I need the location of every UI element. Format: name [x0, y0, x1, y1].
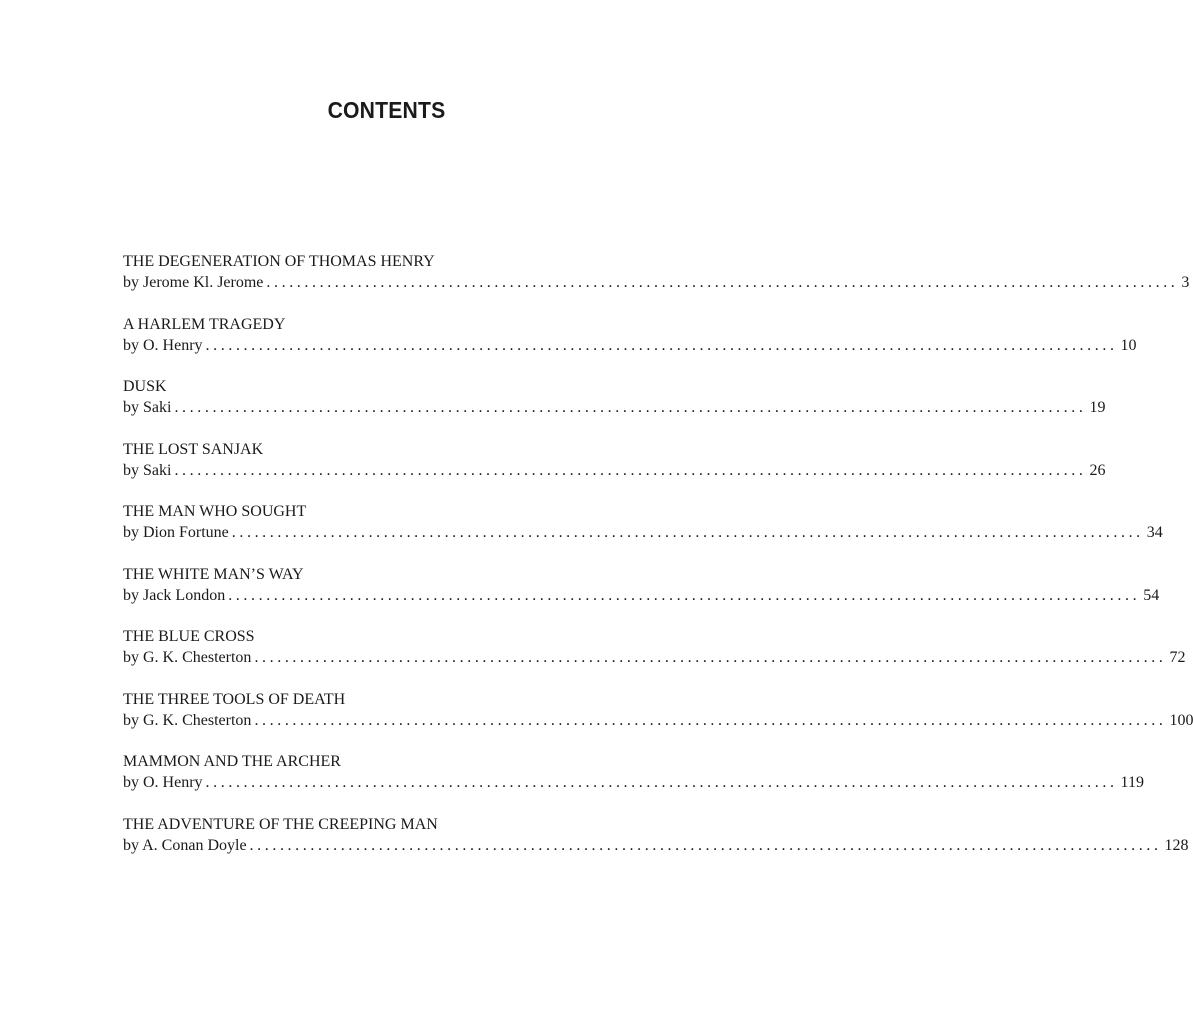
page-number: 34: [1146, 524, 1163, 541]
toc-entry[interactable]: [123, 814, 1189, 877]
story-author: by Dion Fortune: [123, 524, 229, 541]
story-title: THE ADVENTURE OF THE CREEPING MAN: [123, 815, 438, 833]
story-author: by O. Henry: [123, 336, 203, 354]
page-number: 119: [1120, 774, 1144, 791]
toc-entry[interactable]: [123, 564, 1160, 627]
dot-leader: ........................................................................................................................: [266, 274, 1179, 291]
dot-leader: ........................................................................................................................: [174, 399, 1087, 416]
toc-entry[interactable]: [123, 626, 1186, 689]
page-number: 100: [1169, 711, 1193, 729]
page-number: 26: [1089, 461, 1106, 479]
toc-entry[interactable]: [123, 501, 1163, 564]
story-author: by G. K. Chesterton: [123, 711, 252, 729]
story-title: THE BLUE CROSS: [123, 628, 255, 645]
toc-entry[interactable]: [123, 314, 1137, 377]
table-of-contents: [123, 251, 1193, 876]
story-author: by O. Henry: [123, 774, 203, 791]
story-title: DUSK: [123, 378, 167, 395]
story-author: by G. K. Chesterton: [123, 649, 252, 666]
story-author: by Saki: [123, 399, 172, 416]
page-title: CONTENTS: [327, 97, 446, 123]
page-number: 72: [1169, 649, 1186, 666]
page-number: 10: [1120, 336, 1137, 354]
story-title: MAMMON AND THE ARCHER: [123, 753, 341, 770]
page-number: 54: [1143, 586, 1160, 604]
page-number: 128: [1164, 836, 1189, 854]
toc-entry[interactable]: [123, 689, 1193, 752]
story-title: A HARLEM TRAGEDY: [123, 315, 286, 333]
story-title: THE THREE TOOLS OF DEATH: [123, 690, 346, 708]
dot-leader: ........................................................................................................................: [254, 649, 1167, 666]
story-author: by A. Conan Doyle: [123, 836, 247, 854]
dot-leader: ........................................................................................................................: [205, 336, 1118, 354]
toc-entry[interactable]: [123, 439, 1106, 502]
story-title: THE WHITE MAN’S WAY: [123, 565, 304, 583]
page-number: 19: [1089, 399, 1106, 416]
toc-entry[interactable]: [123, 376, 1106, 439]
dot-leader: ........................................................................................................................: [174, 461, 1087, 479]
story-title: THE DEGENERATION OF THOMAS HENRY: [123, 253, 435, 270]
dot-leader: ........................................................................................................................: [205, 774, 1118, 791]
toc-entry[interactable]: [123, 751, 1144, 814]
page-number: 3: [1181, 274, 1190, 291]
story-author: by Jack London: [123, 586, 226, 604]
story-author: by Saki: [123, 461, 172, 479]
story-title: THE MAN WHO SOUGHT: [123, 503, 307, 520]
dot-leader: ........................................................................................................................: [249, 836, 1162, 854]
toc-entry[interactable]: [123, 251, 1190, 314]
story-title: THE LOST SANJAK: [123, 440, 264, 458]
dot-leader: ........................................................................................................................: [231, 524, 1144, 541]
story-author: by Jerome Kl. Jerome: [123, 274, 264, 291]
dot-leader: ........................................................................................................................: [254, 711, 1167, 729]
dot-leader: ........................................................................................................................: [228, 586, 1141, 604]
